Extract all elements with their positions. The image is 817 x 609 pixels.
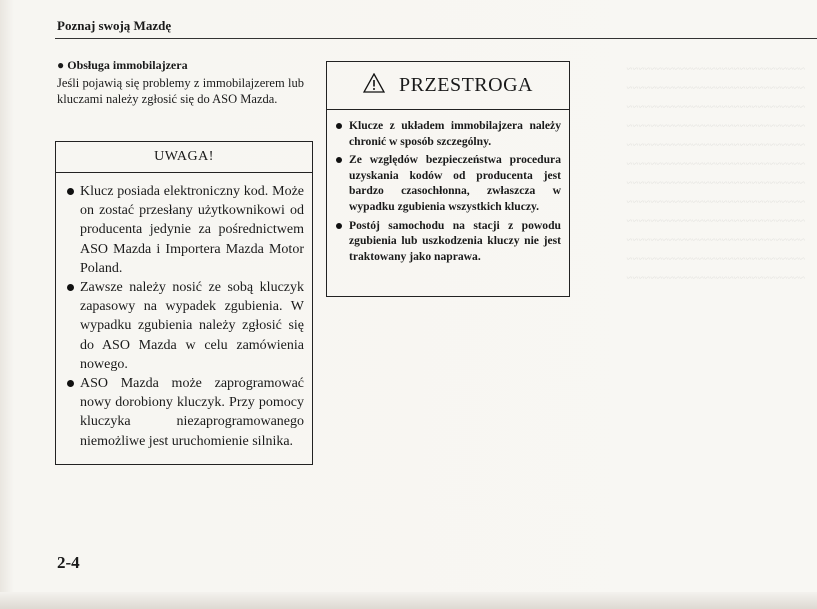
warning-item: ASO Mazda może zaprogramować nowy dorobiony kluczyk. Przy pomocy kluczyka niezaprogramowanego niemożliwe jest uruchomienie silnika. — [66, 374, 304, 451]
caution-box — [326, 61, 570, 297]
caution-title: PRZESTROGA — [399, 74, 533, 96]
page-number: 2-4 — [57, 553, 80, 572]
section-heading — [57, 58, 188, 73]
bleed-through-text: ~~~~~~~~~~~~~~~~~~~~~~~~~~~~~~ ~~~~~~~~~~~~~~~~~~~~~~~~~~~~~~ ~~~~~~~~~~~~~~~~~~~~~~~~~~~~~~ ~~~~~~~~~~~~~~~~~~~~~~~~~~~~~~ ~~~~~~~~~~~~~~~~~~~~~~~~~~~~~~ ~~~~~~~~~~~~~~~~~~~~~~~~~~~~~~ ~~~~~~~~~~~~~~~~~~~~~~~~~~~~~~ ~~~~~~~~~~~~~~~~~~~~~~~~~~~~~~ ~~~~~~~~~~~~~~~~~~~~~~~~~~~~~~ ~~~~~~~~~~~~~~~~~~~~~~~~~~~~~~ ~~~~~~~~~~~~~~~~~~~~~~~~~~~~~~ ~~~~~~~~~~~~~~~~~~~~~~~~~~~~~~ — [626, 63, 805, 284]
warning-item: Klucz posiada elektroniczny kod. Może on zostać przesłany użytkownikowi od producenta jedynie za pośrednictwem ASO Mazda i Importera Mazda Motor Poland. — [66, 182, 304, 278]
warning-box — [55, 141, 313, 465]
warning-title: UWAGA! — [56, 142, 312, 173]
section-heading-text: Obsługa immobilajzera — [67, 58, 188, 72]
caution-item: Klucze z układem immobilajzera należy chronić w sposób szczególny. — [335, 118, 561, 149]
warning-list — [56, 173, 312, 451]
section-intro: Jeśli pojawią się problemy z immobilajzerem lub kluczami należy zgłosić się do ASO Mazda. — [57, 76, 304, 106]
caution-item: Ze względów bezpieczeństwa procedura uzyskania kodów od producenta jest bardzo czasochłonna, zwłaszcza w wypadku zgubienia wszystkich kluczy. — [335, 152, 561, 214]
caution-header — [327, 62, 569, 110]
warning-item: Zawsze należy nosić ze sobą kluczyk zapasowy na wypadek zgubienia. W wypadku zgubienia należy zgłosić się do ASO Mazda w celu zamówienia nowego. — [66, 278, 304, 374]
warning-triangle-icon — [363, 73, 385, 98]
caution-item: Postój samochodu na stacji z powodu zgubienia lub uszkodzenia kluczy nie jest traktowany jako naprawa. — [335, 218, 561, 265]
page-bottom-edge — [0, 592, 817, 609]
caution-list — [327, 110, 569, 264]
page-header-title: Poznaj swoją Mazdę — [57, 18, 172, 33]
bullet-icon: ● — [57, 58, 65, 72]
header-divider — [55, 38, 817, 39]
